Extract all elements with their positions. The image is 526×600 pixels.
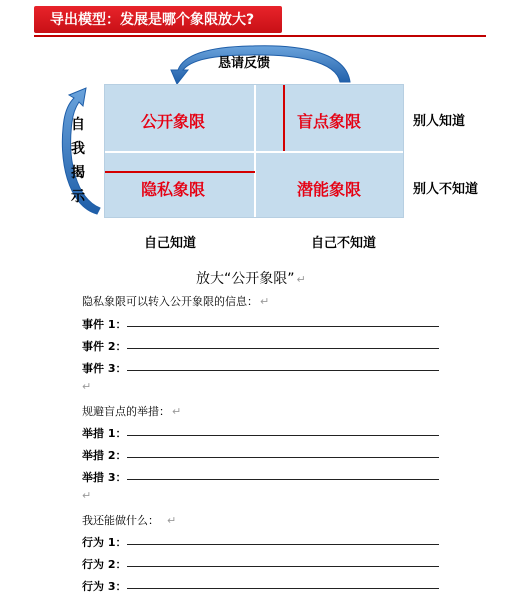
fill-in-line[interactable]: [127, 544, 439, 545]
fill-in-line[interactable]: [127, 457, 439, 458]
johari-matrix: [104, 84, 404, 218]
row-label: 行为 2：: [82, 558, 127, 571]
row-label-others-know: 别人知道: [413, 114, 466, 129]
fill-in-line[interactable]: [127, 370, 439, 371]
row-label: 行为 1：: [82, 536, 127, 549]
blind-quadrant-red-line: [283, 85, 285, 151]
quadrant-unknown: 潜能象限: [297, 180, 362, 199]
row-label: 行为 3：: [82, 580, 127, 593]
quadrant-open: 公开象限: [141, 112, 206, 131]
quadrant-hidden: 隐私象限: [141, 180, 206, 199]
col-label-self-know: 自己知道: [144, 236, 197, 251]
row-label: 事件 3：: [82, 362, 127, 375]
row-label: 举措 1：: [82, 427, 127, 440]
fill-in-line[interactable]: [127, 348, 439, 349]
quadrant-blind: 盲点象限: [297, 112, 362, 131]
self-disclosure-label: 自我揭示: [71, 117, 85, 205]
fill-in-line[interactable]: [127, 566, 439, 567]
worksheet-title: [196, 268, 306, 288]
row-label: 事件 1：: [82, 318, 127, 331]
row-label-others-not-know: 别人不知道: [413, 182, 479, 197]
return-mark: ↵: [296, 273, 306, 286]
row-label: 举措 2：: [82, 449, 127, 462]
fill-in-line[interactable]: [127, 435, 439, 436]
section-label: 隐私象限可以转入公开象限的信息： ↵: [82, 295, 270, 308]
header-title: 导出模型：发展是哪个象限放大?: [50, 12, 255, 28]
fill-in-line[interactable]: [127, 479, 439, 480]
row-label: 举措 3：: [82, 471, 127, 484]
col-label-self-not-know: 自己不知道: [311, 236, 377, 251]
feedback-label: 恳请反馈: [218, 56, 271, 71]
matrix-horizontal-divider: [105, 151, 403, 153]
hidden-quadrant-red-line: [105, 171, 255, 173]
fill-in-line[interactable]: [127, 326, 439, 327]
section-label: 规避盲点的举措： ↵: [82, 405, 182, 418]
empty-paragraph-mark: ↵: [82, 380, 92, 393]
row-label: 事件 2：: [82, 340, 127, 353]
fill-in-line[interactable]: [127, 588, 439, 589]
section-label: 我还能做什么： ↵: [82, 514, 177, 527]
empty-paragraph-mark: ↵: [82, 489, 92, 502]
worksheet-title-text: 放大“公开象限”: [196, 271, 295, 287]
